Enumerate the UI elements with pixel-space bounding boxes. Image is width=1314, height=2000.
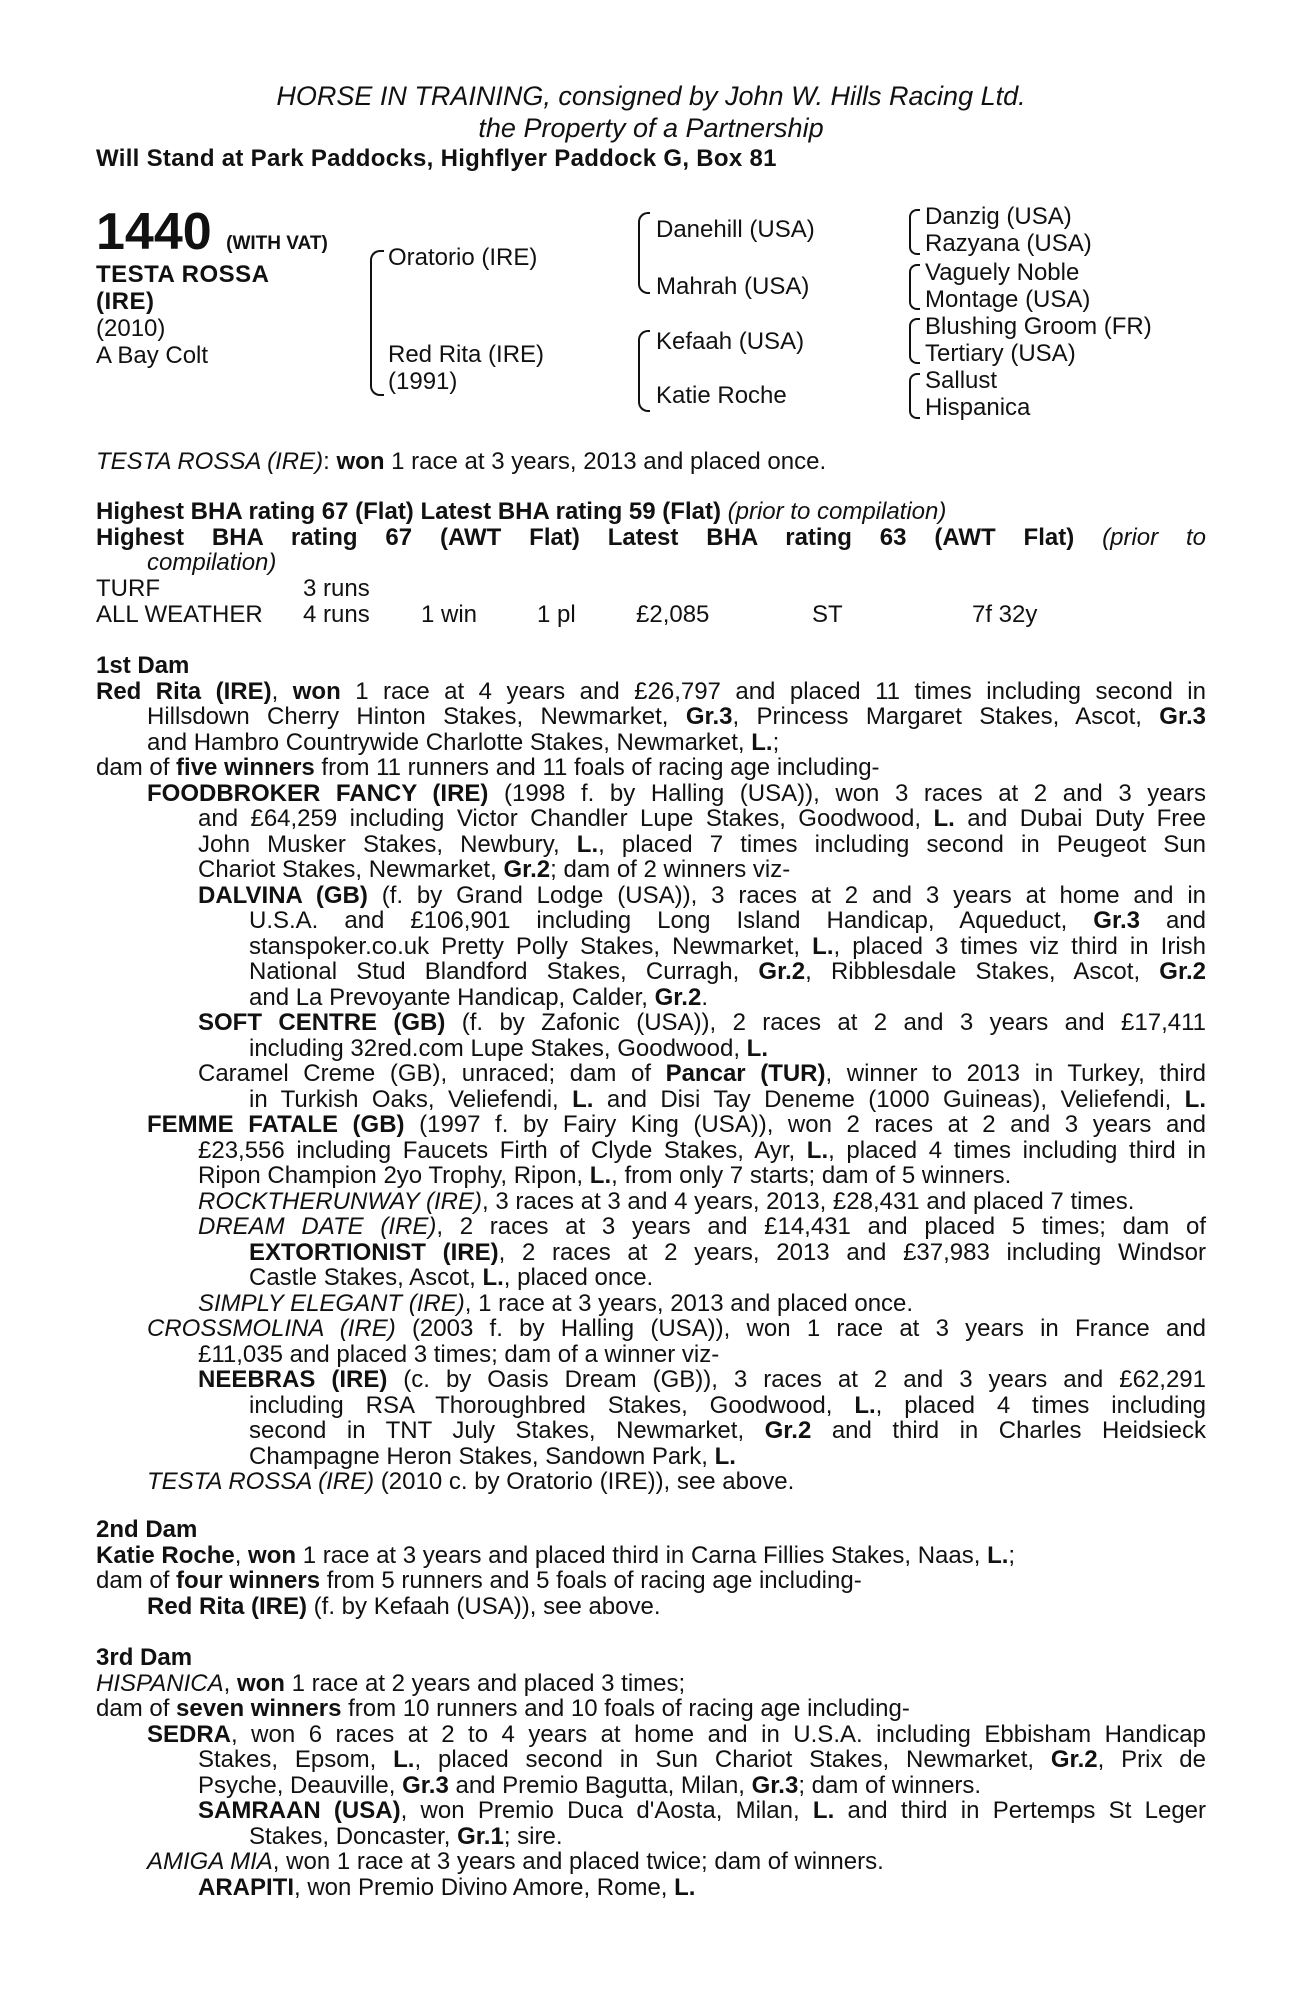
rating-awt-note: (prior to <box>1102 523 1207 551</box>
text: second in TNT July Stakes, Newmarket, <box>249 1417 765 1444</box>
text: , placed 3 times viz third in Irish <box>833 932 1206 960</box>
horse: SAMRAAN (USA) <box>198 1797 401 1824</box>
ratings-block <box>96 499 1206 576</box>
dalvina-line5 <box>96 985 1206 1011</box>
ggs-1: Danzig (USA) <box>925 203 1072 230</box>
text: Champagne Heron Stakes, Sandown Park, <box>249 1442 715 1470</box>
horse-name: TESTA ROSSA <box>96 261 270 288</box>
ggs-brace-2 <box>909 264 920 310</box>
text: and La Prevoyante Handicap, Calder, <box>249 983 655 1011</box>
text: and Dubai Duty Free <box>954 805 1206 832</box>
ggs-7: Sallust <box>925 367 998 394</box>
text: Stakes, Doncaster, <box>249 1822 458 1850</box>
text: ; dam of 2 winners viz- <box>550 856 791 883</box>
text: National Stud Blandford Stakes, Curragh, <box>249 958 759 985</box>
aw-runs: 4 runs <box>303 601 370 628</box>
text: in Turkish Oaks, Veliefendi, <box>249 1085 573 1113</box>
summary-won: won <box>336 448 385 475</box>
horse-suffix: (IRE) <box>96 288 155 315</box>
text: including RSA Thoroughbred Stakes, Goodwood, <box>249 1391 855 1419</box>
text: , placed 4 times including third in <box>828 1136 1207 1164</box>
neebras-line1 <box>96 1367 1206 1393</box>
extortionist-line1 <box>96 1240 1206 1266</box>
crossmolina-line2 <box>96 1342 1206 1368</box>
horse: SOFT CENTRE (GB) <box>198 1009 446 1036</box>
winner-count: four winners <box>176 1567 321 1594</box>
text: . <box>701 983 708 1011</box>
grade: Gr.3 <box>1159 703 1206 730</box>
grade: L. <box>589 1162 612 1189</box>
text: , placed second in Sun Chariot Stakes, Newmarket, <box>414 1746 1051 1773</box>
grade: L. <box>933 805 955 832</box>
d2-line2 <box>96 1568 1206 1594</box>
text: , placed 4 times including <box>875 1391 1207 1419</box>
caramel-line2 <box>96 1087 1206 1113</box>
horse: NEEBRAS (IRE) <box>198 1366 388 1393</box>
winner-count: seven winners <box>176 1695 342 1722</box>
text: , won Premio Duca d'Aosta, Milan, <box>400 1797 813 1824</box>
rating-flat: Highest BHA rating 67 (Flat) Latest BHA rating 59 (Flat) <box>96 498 721 525</box>
rocktherunway-line <box>96 1189 1206 1215</box>
ggs-brace-4 <box>909 373 920 419</box>
text: John Musker Stakes, Newbury, <box>198 830 577 858</box>
sire-line-brace <box>638 212 650 294</box>
aw-surface: ST <box>812 601 843 628</box>
consignor-line: HORSE IN TRAINING, consigned by John W. Hills Racing Ltd. <box>276 81 1026 111</box>
text: dam of <box>96 754 177 781</box>
grade: L. <box>746 1034 768 1062</box>
race-summary: TESTA ROSSA (IRE): won 1 race at 3 years, 2013 and placed once. <box>96 448 827 475</box>
d1-line1 <box>96 679 1206 705</box>
text: (1998 f. by Halling (USA)), won 3 races at 2 and 3 years <box>488 779 1206 807</box>
grade: Gr.2 <box>1050 1746 1098 1773</box>
grandsire-2: Kefaah (USA) <box>656 328 805 355</box>
grade: Gr.1 <box>457 1822 504 1850</box>
text: , 3 races at 3 and 4 years, 2013, £28,431 and placed 7 times. <box>482 1187 1135 1215</box>
text: , won 6 races at 2 to 4 years at home and in U.S.A. including Ebbisham Handicap <box>231 1720 1206 1748</box>
horse: FOODBROKER FANCY (IRE) <box>147 779 489 807</box>
ggs-brace-3 <box>909 318 920 364</box>
second-dam-section <box>96 1517 1206 1619</box>
dalvina-line1 <box>96 883 1206 909</box>
horse: DALVINA (GB) <box>198 881 368 909</box>
foodbroker-line4 <box>96 857 1206 883</box>
femme-line3 <box>96 1163 1206 1189</box>
third-dam-heading: 3rd Dam <box>96 1644 193 1671</box>
won: won <box>292 677 341 705</box>
text: (f. by Zafonic (USA)), 2 races at 2 and 3 years and £17,411 <box>445 1009 1206 1036</box>
grade: Gr.3 <box>685 703 733 730</box>
samraan-line1 <box>96 1798 1206 1824</box>
rating-line-awt <box>96 525 1206 551</box>
text: and <box>1139 907 1206 934</box>
foodbroker-line2 <box>96 806 1206 832</box>
rating-flat-note: (prior to compilation) <box>727 498 947 525</box>
horse: CROSSMOLINA (IRE) <box>147 1315 396 1342</box>
d2-line1 <box>96 1543 1206 1569</box>
sedra-line2 <box>96 1747 1206 1773</box>
horse: ROCKTHERUNWAY (IRE) <box>198 1187 483 1215</box>
winner-count: five winners <box>176 754 315 781</box>
dalvina-line2 <box>96 908 1206 934</box>
stats-turf-row <box>96 576 1206 602</box>
softcentre-line2 <box>96 1036 1206 1062</box>
sire: Oratorio (IRE) <box>388 244 538 271</box>
text: (1997 f. by Fairy King (USA)), won 2 races at 2 and 3 years and <box>404 1111 1206 1138</box>
ggs-8: Hispanica <box>925 394 1031 421</box>
softcentre-line1 <box>96 1010 1206 1036</box>
horse: EXTORTIONIST (IRE) <box>249 1238 499 1266</box>
grade: Gr.2 <box>758 958 806 985</box>
second-dam-heading: 2nd Dam <box>96 1516 198 1543</box>
turf-label: TURF <box>96 575 160 602</box>
foaling-year: (2010) <box>96 315 166 342</box>
grade: L. <box>812 932 834 960</box>
text: 1 race at 2 years and placed 3 times; <box>284 1669 686 1697</box>
horse: SEDRA <box>147 1720 232 1748</box>
dam-year: (1991) <box>388 368 458 395</box>
horse: FEMME FATALE (GB) <box>147 1111 405 1138</box>
grade: L. <box>806 1136 829 1164</box>
grade: L. <box>1184 1085 1206 1113</box>
aw-label: ALL WEATHER <box>96 601 263 628</box>
ggs-brace-1 <box>909 209 920 255</box>
text: Caramel Creme (GB), unraced; dam of <box>198 1060 666 1087</box>
grade: L. <box>751 728 773 756</box>
horse: SIMPLY ELEGANT (IRE) <box>198 1289 465 1317</box>
d2-line3 <box>96 1594 1206 1620</box>
dam-name: Red Rita (IRE) <box>96 677 272 705</box>
won: won <box>236 1669 285 1697</box>
text: , 2 races at 3 years and £14,431 and placed 5 times; dam of <box>436 1213 1206 1240</box>
text: (f. by Grand Lodge (USA)), 3 races at 2 and 3 years at home and in <box>367 881 1206 909</box>
property-line: the Property of a Partnership <box>478 113 824 143</box>
grade: Gr.3 <box>402 1771 449 1799</box>
sep: , <box>271 677 293 705</box>
ggs-3: Vaguely Noble <box>925 259 1080 286</box>
foodbroker-line1 <box>96 781 1206 807</box>
ggs-5: Blushing Groom (FR) <box>925 313 1152 340</box>
horse: DREAM DATE (IRE) <box>198 1213 437 1240</box>
summary-rest: 1 race at 3 years, 2013 and placed once. <box>384 448 827 475</box>
text: and Hambro Countrywide Charlotte Stakes, Newmarket, <box>147 728 752 756</box>
granddam-1: Mahrah (USA) <box>656 273 810 300</box>
grade: L. <box>572 1085 594 1113</box>
rating-line-flat <box>96 499 1206 525</box>
neebras-line2 <box>96 1393 1206 1419</box>
sedra-line3 <box>96 1773 1206 1799</box>
dam-name: HISPANICA <box>96 1669 224 1697</box>
simplyelegant-line <box>96 1291 1206 1317</box>
text: 1 race at 4 years and £26,797 and placed 11 times including second in <box>340 677 1206 705</box>
text: , placed once. <box>503 1264 654 1291</box>
text: , placed 7 times including second in Peugeot Sun <box>598 830 1206 858</box>
text: (f. by Kefaah (USA)), see above. <box>307 1592 661 1620</box>
foodbroker-line3 <box>96 832 1206 858</box>
summary-name: TESTA ROSSA (IRE) <box>96 448 324 475</box>
crossmolina-line1 <box>96 1316 1206 1342</box>
horse: Red Rita (IRE) <box>147 1592 308 1620</box>
rating-awt: Highest BHA rating 67 (AWT Flat) Latest BHA rating 63 (AWT Flat) <box>96 523 1075 551</box>
text: , won Premio Divino Amore, Rome, <box>294 1873 675 1901</box>
stable-location: Will Stand at Park Paddocks, Highflyer Paddock G, Box 81 <box>96 145 777 172</box>
text: Ripon Champion 2yo Trophy, Ripon, <box>198 1162 590 1189</box>
text: (2010 c. by Oratorio (IRE)), see above. <box>374 1468 795 1495</box>
horse: Pancar (TUR) <box>665 1060 826 1087</box>
text: , 1 race at 3 years, 2013 and placed once. <box>464 1289 914 1317</box>
vat-note: (WITH VAT) <box>226 233 328 254</box>
text: £11,035 and placed 3 times; dam of a winner viz- <box>198 1340 720 1368</box>
text: and Disi Tay Deneme (1000 Guineas), Veliefendi, <box>593 1085 1185 1113</box>
first-dam-section <box>96 653 1206 1495</box>
samraan-line2 <box>96 1824 1206 1850</box>
text: , Ribblesdale Stakes, Ascot, <box>805 958 1160 985</box>
ggs-6: Tertiary (USA) <box>925 340 1076 367</box>
grade: L. <box>482 1264 504 1291</box>
grade: L. <box>812 1797 835 1824</box>
stats-aw-row <box>96 602 1206 628</box>
text: stanspoker.co.uk Pretty Polly Stakes, Newmarket, <box>249 932 813 960</box>
dam: Red Rita (IRE) <box>388 341 545 368</box>
testarossa-line <box>96 1469 1206 1495</box>
grade: L. <box>714 1442 736 1470</box>
dam-line-brace <box>638 330 650 412</box>
grade: Gr.2 <box>654 983 702 1011</box>
grade: Gr.3 <box>1093 907 1140 934</box>
grade: L. <box>393 1746 415 1773</box>
text: (2003 f. by Halling (USA)), won 1 race at 3 years in France and <box>395 1315 1206 1342</box>
d1-line4 <box>96 755 1206 781</box>
horse: ARAPITI <box>198 1873 294 1901</box>
text: ; <box>1008 1541 1016 1569</box>
dam-name: Katie Roche <box>96 1541 235 1569</box>
grade: Gr.2 <box>503 856 551 883</box>
text: , 2 races at 2 years, 2013 and £37,983 including Windsor <box>498 1238 1206 1266</box>
sep: , <box>223 1669 237 1697</box>
text: from 11 runners and 11 foals of racing age including- <box>314 754 880 781</box>
text: and £64,259 including Victor Chandler Lupe Stakes, Goodwood, <box>198 805 934 832</box>
grandsire-1: Danehill (USA) <box>656 216 815 243</box>
text: ; dam of winners. <box>798 1771 982 1799</box>
text: including 32red.com Lupe Stakes, Goodwood, <box>249 1034 747 1062</box>
text: , from only 7 starts; dam of 5 winners. <box>611 1162 1012 1189</box>
sep: , <box>234 1541 249 1569</box>
lot-number-value: 1440 <box>96 203 212 261</box>
text: Hillsdown Cherry Hinton Stakes, Newmarket, <box>147 703 686 730</box>
grade: L. <box>674 1873 696 1901</box>
femme-line2 <box>96 1138 1206 1164</box>
text: ; sire. <box>503 1822 563 1850</box>
amigamia-line <box>96 1849 1206 1875</box>
granddam-2: Katie Roche <box>656 382 787 409</box>
won: won <box>248 1541 297 1569</box>
text: and third in Charles Heidsieck <box>811 1417 1206 1444</box>
grade: L. <box>987 1541 1009 1569</box>
text: from 5 runners and 5 foals of racing age including- <box>320 1567 862 1594</box>
d3-line2 <box>96 1696 1206 1722</box>
aw-placings: 1 pl <box>537 601 576 628</box>
text: Castle Stakes, Ascot, <box>249 1264 483 1291</box>
d1-line3 <box>96 730 1206 756</box>
text: Psyche, Deauville, <box>198 1771 403 1799</box>
sire-dam-brace <box>370 250 384 396</box>
rating-awt-note-cont: compilation) <box>147 549 277 576</box>
third-dam-section <box>96 1645 1206 1900</box>
grade: L. <box>854 1391 876 1419</box>
text: dam of <box>96 1695 177 1722</box>
sedra-line1 <box>96 1722 1206 1748</box>
femme-line1 <box>96 1112 1206 1138</box>
extortionist-line2 <box>96 1265 1206 1291</box>
text: ; <box>772 728 780 756</box>
aw-wins: 1 win <box>421 601 478 628</box>
arapiti-line <box>96 1875 1206 1901</box>
d3-line1 <box>96 1671 1206 1697</box>
dreamdate-line <box>96 1214 1206 1240</box>
text: dam of <box>96 1567 177 1594</box>
catalogue-header <box>96 80 1206 174</box>
text: £23,556 including Faucets Firth of Clyde Stakes, Ayr, <box>198 1136 807 1164</box>
horse-description: A Bay Colt <box>96 342 209 369</box>
text: , won 1 race at 3 years and placed twice; dam of winners. <box>272 1848 884 1875</box>
text: , Princess Margaret Stakes, Ascot, <box>732 703 1160 730</box>
text: , winner to 2013 in Turkey, third <box>825 1060 1207 1087</box>
ggs-4: Montage (USA) <box>925 286 1091 313</box>
text: (c. by Oasis Dream (GB)), 3 races at 2 and 3 years and £62,291 <box>387 1366 1207 1393</box>
text: 1 race at 3 years and placed third in Carna Fillies Stakes, Naas, <box>296 1541 988 1569</box>
d1-line2 <box>96 704 1206 730</box>
aw-prize-money: £2,085 <box>636 601 710 628</box>
text: Stakes, Epsom, <box>198 1746 394 1773</box>
text: , Prix de <box>1097 1746 1206 1773</box>
neebras-line4 <box>96 1444 1206 1470</box>
text: from 10 runners and 10 foals of racing age including- <box>341 1695 910 1722</box>
ggs-2: Razyana (USA) <box>925 230 1092 257</box>
aw-distance: 7f 32y <box>972 601 1038 628</box>
text: U.S.A. and £106,901 including Long Island Handicap, Aqueduct, <box>249 907 1094 934</box>
turf-runs: 3 runs <box>303 575 370 602</box>
first-dam-heading: 1st Dam <box>96 652 190 679</box>
horse: AMIGA MIA <box>147 1848 273 1875</box>
grade: Gr.3 <box>751 1771 799 1799</box>
text: Chariot Stakes, Newmarket, <box>198 856 504 883</box>
caramel-line1 <box>96 1061 1206 1087</box>
grade: L. <box>576 830 599 858</box>
neebras-line3 <box>96 1418 1206 1444</box>
dalvina-line3 <box>96 934 1206 960</box>
dalvina-line4 <box>96 959 1206 985</box>
text: and Premio Bagutta, Milan, <box>448 1771 752 1799</box>
grade: Gr.2 <box>1159 958 1206 985</box>
grade: Gr.2 <box>764 1417 812 1444</box>
horse: TESTA ROSSA (IRE) <box>147 1468 375 1495</box>
text: and third in Pertemps St Leger <box>834 1797 1207 1824</box>
